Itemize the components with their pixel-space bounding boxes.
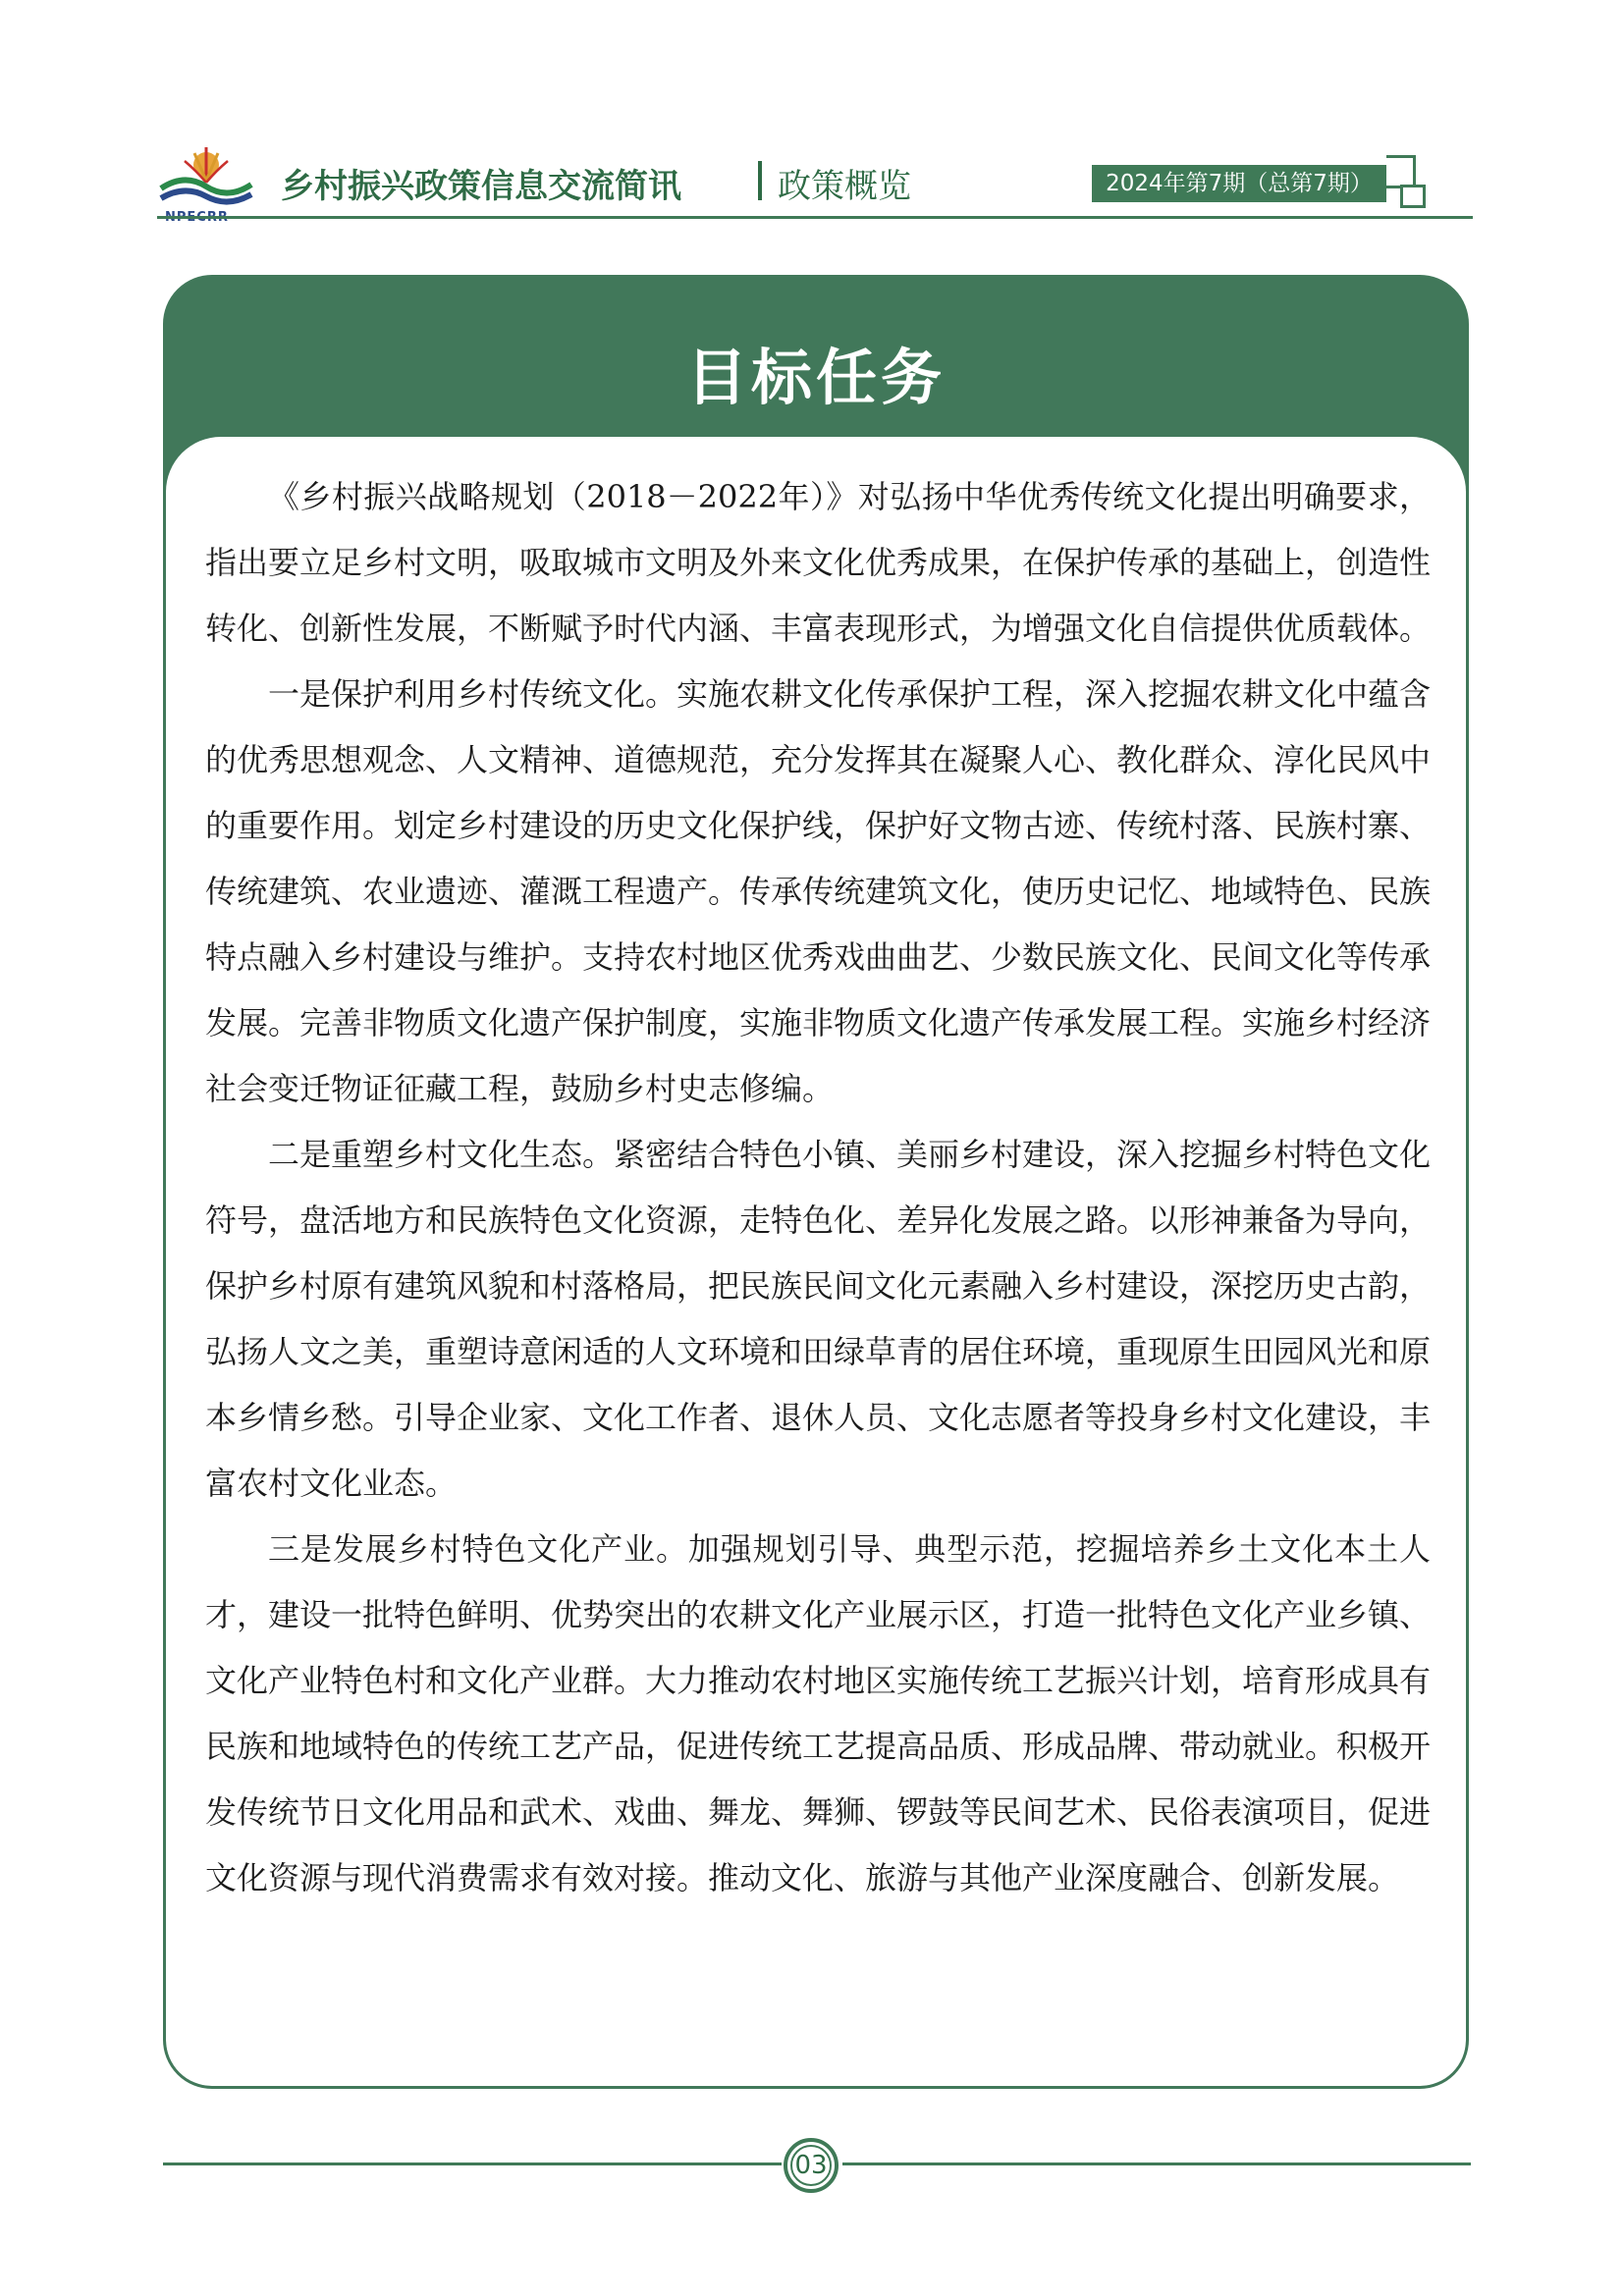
footer-rule-right <box>842 2163 1471 2165</box>
page-number: 03 <box>784 2138 839 2193</box>
paragraph-intro: 《乡村振兴战略规划（2018－2022年）》对弘扬中华优秀传统文化提出明确要求，指出要立足乡村文明，吸取城市文明及外来文化优秀成果，在保护传承的基础上，创造性转化、创新性发展，不断赋予时代内涵、丰富表现形式，为增强文化自信提供优质载体。 <box>205 478 1432 647</box>
panel-body <box>166 437 1466 2086</box>
section-name: 政策概览 <box>778 167 911 206</box>
paragraph-three: 三是发展乡村特色文化产业。加强规划引导、典型示范，挖掘培养乡土文化本土人才，建设一批特色鲜明、优势突出的农耕文化产业展示区，打造一批特色文化产业乡镇、文化产业特色村和文化产业群。大力推动农村地区实施传统工艺振兴计划，培育形成具有民族和地域特色的传统工艺产品，促进传统工艺提高品质、形成品牌、带动就业。积极开发传统节日文化用品和武术、戏曲、舞龙、舞狮、锣鼓等民间艺术、民俗表演项目，促进文化资源与现代消费需求有效对接。推动文化、旅游与其他产业深度融合、创新发展。 <box>205 1530 1432 1896</box>
footer-rule-left <box>163 2163 782 2165</box>
publication-title: 乡村振兴政策信息交流简讯 <box>281 167 681 206</box>
header-rule <box>157 216 1473 219</box>
header-divider <box>758 161 762 200</box>
npecrr-logo <box>157 143 255 222</box>
issue-corner-decoration <box>1386 155 1416 188</box>
wheat-wave-logo-icon <box>157 143 255 212</box>
paragraph-two: 二是重塑乡村文化生态。紧密结合特色小镇、美丽乡村建设，深入挖掘乡村特色文化符号，盘活地方和民族特色文化资源，走特色化、差异化发展之路。以形神兼备为导向，保护乡村原有建筑风貌和村落格局，把民族民间文化元素融入乡村建设，深挖历史古韵，弘扬人文之美，重塑诗意闲适的人文环境和田绿草青的居住环境，重现原生田园风光和原本乡情乡愁。引导企业家、文化工作者、退休人员、文化志愿者等投身乡村文化建设，丰富农村文化业态。 <box>205 1136 1432 1502</box>
issue-badge: 2024年第7期（总第7期） <box>1092 165 1386 202</box>
content-panel <box>163 275 1469 2089</box>
page-header <box>157 137 1473 226</box>
issue-square-decoration <box>1400 185 1426 208</box>
article-text <box>205 464 1431 1911</box>
paragraph-one: 一是保护利用乡村传统文化。实施农耕文化传承保护工程，深入挖掘农耕文化中蕴含的优秀思想观念、人文精神、道德规范，充分发挥其在凝聚人心、教化群众、淳化民风中的重要作用。划定乡村建设的历史文化保护线，保护好文物古迹、传统村落、民族村寨、传统建筑、农业遗迹、灌溉工程遗产。传承传统建筑文化，使历史记忆、地域特色、民族特点融入乡村建设与维护。支持农村地区优秀戏曲曲艺、少数民族文化、民间文化等传承发展。完善非物质文化遗产保护制度，实施非物质文化遗产传承发展工程。实施乡村经济社会变迁物证征藏工程，鼓励乡村史志修编。 <box>205 675 1432 1107</box>
panel-title: 目标任务 <box>685 342 946 413</box>
